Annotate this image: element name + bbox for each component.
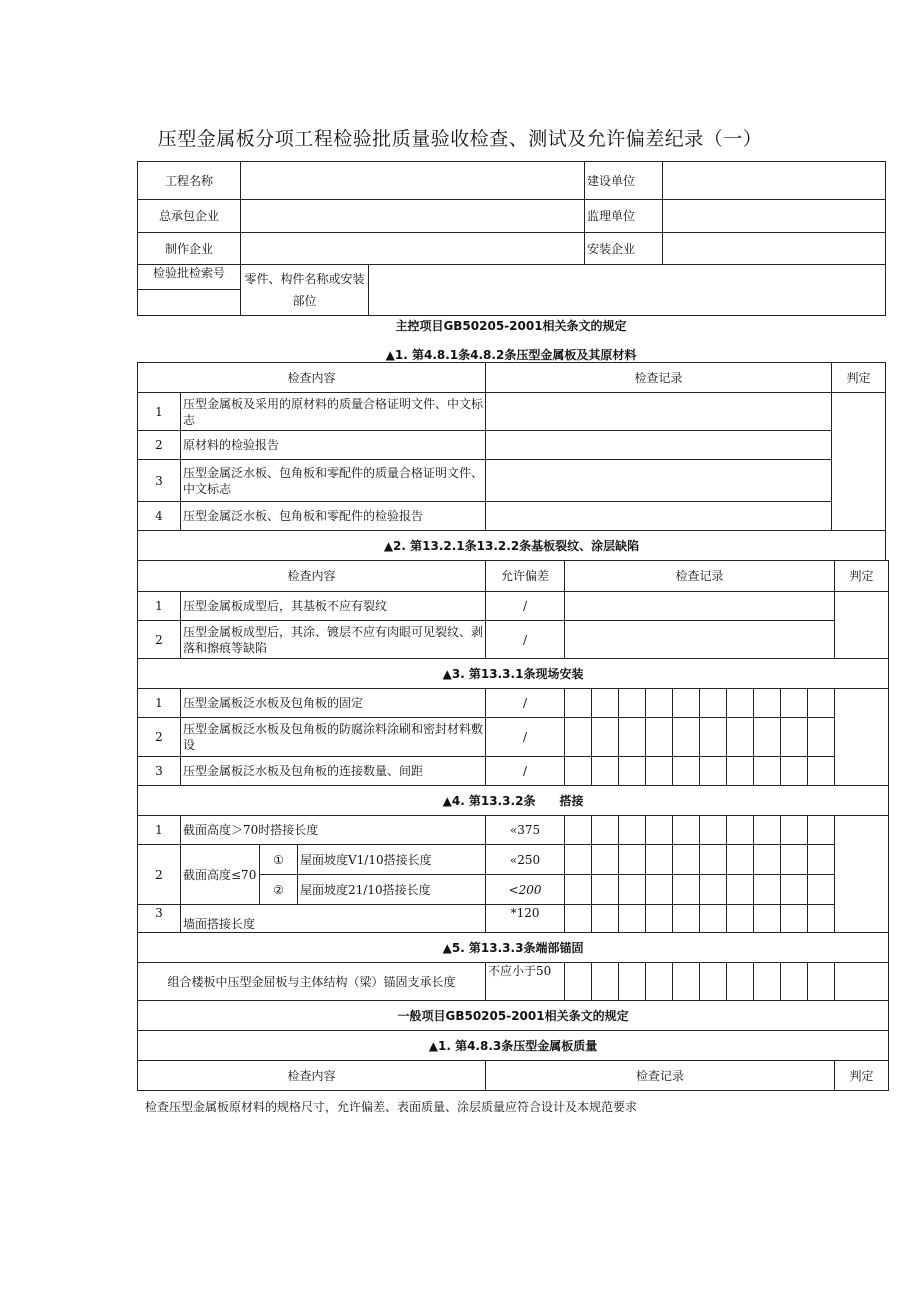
record-cell[interactable] (673, 845, 700, 875)
record-cell[interactable] (646, 875, 673, 905)
s1-col-record: 检查记录 (486, 363, 832, 393)
contractor-field[interactable] (241, 200, 585, 233)
record-cell[interactable] (727, 757, 754, 786)
record-cell[interactable] (565, 816, 592, 845)
record-cell[interactable] (781, 757, 808, 786)
s2-row-no: 2 (138, 621, 181, 659)
record-cell[interactable] (592, 718, 619, 757)
record-cell[interactable] (754, 757, 781, 786)
record-cell[interactable] (673, 816, 700, 845)
record-cell[interactable] (781, 845, 808, 875)
s2-row-no: 1 (138, 592, 181, 621)
record-cell[interactable] (808, 845, 835, 875)
record-cell[interactable] (700, 963, 727, 1001)
s3-row-text: 压型金属板泛水板及包角板的连接数量、间距 (181, 757, 486, 786)
s2-col-judge: 判定 (835, 561, 889, 592)
s4-row-tol: <200 (486, 875, 565, 905)
project-name-label: 工程名称 (138, 162, 241, 200)
project-name-field[interactable] (241, 162, 585, 200)
record-cell[interactable] (808, 875, 835, 905)
record-cell[interactable] (592, 816, 619, 845)
s4-row-tol: «375 (486, 816, 565, 845)
record-cell[interactable] (619, 845, 646, 875)
record-cell[interactable] (808, 757, 835, 786)
s3-row-no: 3 (138, 757, 181, 786)
installer-label: 安装企业 (585, 233, 663, 265)
s2-col-tol: 允许偏差 (486, 561, 565, 592)
record-cell[interactable] (619, 718, 646, 757)
record-cell[interactable] (673, 718, 700, 757)
s3-row-no: 2 (138, 718, 181, 757)
record-cell[interactable] (727, 689, 754, 718)
s2-col-content: 检查内容 (138, 561, 486, 592)
s4-sub-mark: ② (260, 875, 298, 905)
maker-field[interactable] (241, 233, 585, 265)
record-cell[interactable] (565, 689, 592, 718)
record-cell[interactable] (592, 875, 619, 905)
section-1-table (137, 362, 886, 561)
supervisor-field[interactable] (663, 200, 886, 233)
s1-record-cell[interactable] (486, 460, 832, 502)
record-cell[interactable] (619, 875, 646, 905)
record-cell[interactable] (565, 905, 592, 933)
record-cell[interactable] (619, 757, 646, 786)
record-cell[interactable] (700, 816, 727, 845)
header-table (137, 161, 886, 316)
record-cell[interactable] (781, 718, 808, 757)
section-4-title: ▲4. 第13.3.2条 搭接 (138, 786, 889, 816)
record-cell[interactable] (646, 718, 673, 757)
record-cell[interactable] (808, 816, 835, 845)
record-cell[interactable] (673, 689, 700, 718)
g1-col-content: 检查内容 (138, 1061, 486, 1091)
s2-row-text: 压型金属板成型后，其基板不应有裂纹 (181, 592, 486, 621)
s1-record-cell[interactable] (486, 502, 832, 531)
record-cell[interactable] (565, 757, 592, 786)
s1-row-text: 压型金属板及采用的原材料的质量合格证明文件、中文标志 (181, 393, 486, 431)
record-cell[interactable] (619, 689, 646, 718)
record-cell[interactable] (754, 905, 781, 933)
s3-row-tol: / (486, 689, 565, 718)
section-3-title: ▲3. 第13.3.1条现场安装 (138, 659, 889, 689)
record-cell[interactable] (781, 905, 808, 933)
contractor-label: 总承包企业 (138, 200, 241, 233)
record-cell[interactable] (727, 905, 754, 933)
s4-row-text: 墙面搭接长度 (181, 905, 486, 933)
record-cell[interactable] (619, 816, 646, 845)
record-cell[interactable] (727, 816, 754, 845)
s1-row-no: 3 (138, 460, 181, 502)
record-cell[interactable] (673, 963, 700, 1001)
record-cell[interactable] (700, 757, 727, 786)
s4-row-no: 2 (138, 845, 181, 905)
s3-row-no: 1 (138, 689, 181, 718)
record-cell[interactable] (808, 689, 835, 718)
record-cell[interactable] (646, 757, 673, 786)
record-cell[interactable] (592, 905, 619, 933)
general-items-title: 一般项目GB50205-2001相关条文的规定 (138, 1001, 889, 1031)
record-cell[interactable] (727, 845, 754, 875)
s5-row-tol: 不应小于50 (486, 963, 565, 1001)
s4-row-no: 1 (138, 816, 181, 845)
record-cell[interactable] (673, 875, 700, 905)
record-cell[interactable] (781, 816, 808, 845)
record-cell[interactable] (673, 757, 700, 786)
record-cell[interactable] (700, 718, 727, 757)
batch-no-field[interactable] (138, 290, 241, 316)
record-cell[interactable] (565, 963, 592, 1001)
record-cell[interactable] (700, 689, 727, 718)
s2-row-tol: / (486, 621, 565, 659)
record-cell[interactable] (754, 718, 781, 757)
s4-sub-text: 屋面坡度V1/10搭接长度 (298, 845, 486, 875)
record-cell[interactable] (754, 845, 781, 875)
record-cell[interactable] (781, 689, 808, 718)
s3-row-text: 压型金属板泛水板及包角板的防腐涂料涂刷和密封材料敷设 (181, 718, 486, 757)
record-cell[interactable] (646, 689, 673, 718)
record-cell[interactable] (646, 905, 673, 933)
record-cell[interactable] (781, 875, 808, 905)
s4-row-tol: «250 (486, 845, 565, 875)
record-cell[interactable] (754, 963, 781, 1001)
s2-row-text: 压型金属板成型后，其涂、镀层不应有肉眼可见裂纹、剥落和擦痕等缺陷 (181, 621, 486, 659)
record-cell[interactable] (592, 757, 619, 786)
record-cell[interactable] (754, 875, 781, 905)
s2-record-cell[interactable] (565, 592, 835, 621)
record-cell[interactable] (808, 905, 835, 933)
part-name-label: 零件、构件名称或安装部位 (241, 265, 369, 316)
builder-field[interactable] (663, 162, 886, 200)
record-cell[interactable] (619, 963, 646, 1001)
s2-judge-cell[interactable] (835, 592, 889, 659)
footer-note: 检查压型金属板原材料的规格尺寸，允许偏差、表面质量、涂层质量应符合设计及本规范要求 (145, 1100, 638, 1114)
s2-row-tol: / (486, 592, 565, 621)
record-cell[interactable] (592, 963, 619, 1001)
g1-col-record: 检查记录 (486, 1061, 835, 1091)
record-cell[interactable] (754, 816, 781, 845)
grid-table (137, 560, 889, 1091)
record-cell[interactable] (646, 816, 673, 845)
s4-row-tol: *120 (486, 905, 565, 933)
s1-row-text: 压型金属泛水板、包角板和零配件的检验报告 (181, 502, 486, 531)
s3-row-text: 压型金属板泛水板及包角板的固定 (181, 689, 486, 718)
s1-judge-cell[interactable] (832, 393, 886, 531)
record-cell[interactable] (646, 845, 673, 875)
s2-col-record: 检查记录 (565, 561, 835, 592)
document-title: 压型金属板分项工程检验批质量验收检查、测试及允许偏差纪录（一） (157, 128, 763, 150)
s4-judge-cell[interactable] (835, 816, 889, 933)
record-cell[interactable] (727, 875, 754, 905)
record-cell[interactable] (565, 718, 592, 757)
record-cell[interactable] (565, 875, 592, 905)
record-cell[interactable] (781, 963, 808, 1001)
record-cell[interactable] (727, 963, 754, 1001)
g1-col-judge: 判定 (835, 1061, 889, 1091)
s1-col-content: 检查内容 (138, 363, 486, 393)
batch-no-label: 检验批检索号 (138, 265, 241, 290)
section-2-title: ▲2. 第13.2.1条13.2.2条基板裂纹、涂层缺陷 (138, 531, 886, 561)
s1-row-text: 原材料的检验报告 (181, 431, 486, 460)
s4-sub-text: 屋面坡度21/10搭接长度 (298, 875, 486, 905)
s5-judge-cell[interactable] (835, 963, 889, 1001)
s4-sub-mark: ① (260, 845, 298, 875)
main-control-title: 主控项目GB50205-2001相关条文的规定 (395, 319, 627, 333)
builder-label: 建设单位 (585, 162, 663, 200)
record-cell[interactable] (700, 875, 727, 905)
part-name-field[interactable] (369, 265, 886, 316)
s4-row-no: 3 (138, 905, 181, 933)
s3-judge-cell[interactable] (835, 689, 889, 786)
record-cell[interactable] (619, 905, 646, 933)
record-cell[interactable] (592, 845, 619, 875)
s1-record-cell[interactable] (486, 393, 832, 431)
record-cell[interactable] (700, 905, 727, 933)
record-cell[interactable] (808, 718, 835, 757)
s1-record-cell[interactable] (486, 431, 832, 460)
s3-row-tol: / (486, 757, 565, 786)
record-cell[interactable] (673, 905, 700, 933)
s4-row-text: 截面高度＞70时搭接长度 (181, 816, 486, 845)
record-cell[interactable] (700, 845, 727, 875)
s4-row-text: 截面高度≤70 (181, 845, 260, 905)
maker-label: 制作企业 (138, 233, 241, 265)
installer-field[interactable] (663, 233, 886, 265)
s2-record-cell[interactable] (565, 621, 835, 659)
record-cell[interactable] (592, 689, 619, 718)
s1-row-no: 2 (138, 431, 181, 460)
record-cell[interactable] (565, 845, 592, 875)
general-1-title: ▲1. 第4.8.3条压型金属板质量 (138, 1031, 889, 1061)
record-cell[interactable] (808, 963, 835, 1001)
s3-row-tol: / (486, 718, 565, 757)
s1-row-no: 1 (138, 393, 181, 431)
record-cell[interactable] (646, 963, 673, 1001)
s5-row-text: 组合楼板中压型金屈板与主体结构（梁）锚固支承长度 (138, 963, 486, 1001)
supervisor-label: 监理单位 (585, 200, 663, 233)
s1-row-text: 压型金属泛水板、包角板和零配件的质量合格证明文件、中文标志 (181, 460, 486, 502)
record-cell[interactable] (754, 689, 781, 718)
section-1-title: ▲1. 第4.8.1条4.8.2条压型金属板及其原材料 (385, 348, 637, 362)
section-5-title: ▲5. 第13.3.3条端部锚固 (138, 933, 889, 963)
record-cell[interactable] (727, 718, 754, 757)
s1-col-judge: 判定 (832, 363, 886, 393)
s1-row-no: 4 (138, 502, 181, 531)
